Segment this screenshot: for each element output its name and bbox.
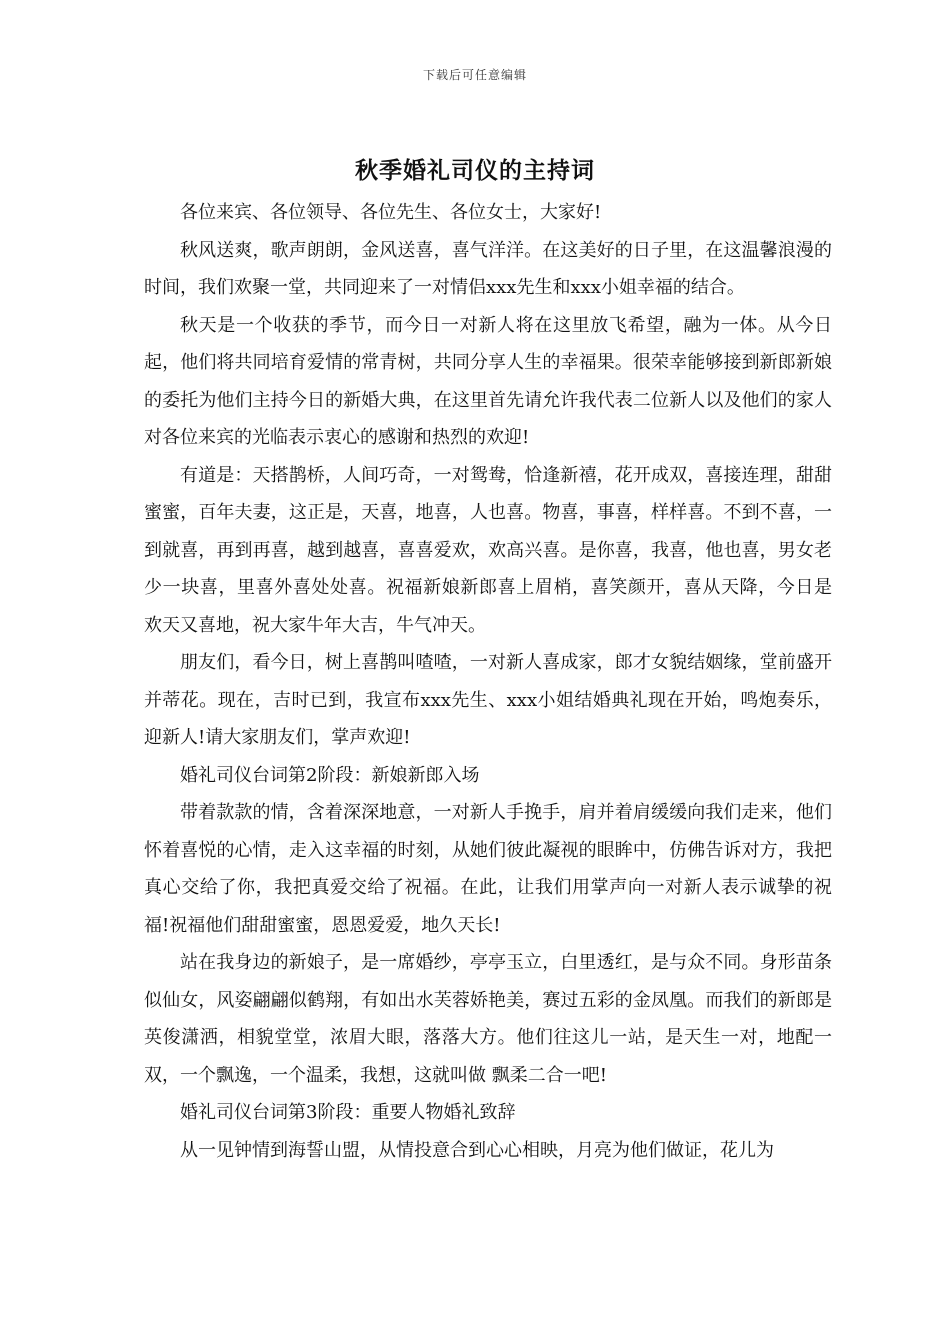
paragraph: 站在我身边的新娘子，是一席婚纱，亭亭玉立，白里透红，是与众不同。身形苗条似仙女，风姿翩翩似鹤翔，有如出水芙蓉娇艳美，赛过五彩的金凤凰。而我们的新郎是英俊潇洒，相貌堂堂，浓眉大眼，落落大方。他们往这儿一站，是天生一对，地配一双，一个飘逸，一个温柔，我想，这就叫做 飘柔二合一吧! bbox=[144, 952, 832, 1086]
paragraph: 秋天是一个收获的季节，而今日一对新人将在这里放飞希望，融为一体。从今日起，他们将共同培育爱情的常青树，共同分享人生的幸福果。很荣幸能够接到新郎新娘的委托为他们主持今日的新婚大典，在这里首先请允许我代表二位新人以及他们的家人对各位来宾的光临表示衷心的感谢和热烈的欢迎! bbox=[144, 314, 832, 448]
document-title: 秋季婚礼司仪的主持词 bbox=[355, 157, 595, 184]
paragraph: 秋风送爽，歌声朗朗，金风送喜，喜气洋洋。在这美好的日子里，在这温馨浪漫的时间，我们欢聚一堂，共同迎来了一对情侣xxx先生和xxx小姐幸福的结合。 bbox=[144, 239, 832, 298]
header-note: 下载后可任意编辑 bbox=[422, 68, 527, 82]
paragraph: 有道是：天搭鹊桥，人间巧奇，一对鸳鸯，恰逢新禧，花开成双，喜接连理，甜甜蜜蜜，百年夫妻，这正是，天喜，地喜，人也喜。物喜，事喜，样样喜。不到不喜，一到就喜，再到再喜，越到越喜，喜喜爱欢，欢高兴喜。是你喜，我喜，他也喜，男女老少一块喜，里喜外喜处处喜。祝福新娘新郎喜上眉梢，喜笑颜开，喜从天降，今日是 欢天又喜地，祝大家牛年大吉，牛气冲天。 bbox=[144, 464, 832, 636]
document-body bbox=[144, 194, 832, 1169]
paragraph-greeting: 各位来宾、各位领导、各位先生、各位女士，大家好! bbox=[180, 202, 602, 223]
paragraph: 朋友们，看今日，树上喜鹊叫喳喳，一对新人喜成家，郎才女貌结姻缘，堂前盛开并蒂花。现在，吉时已到，我宣布xxx先生、xxx小姐结婚典礼现在开始，鸣炮奏乐，迎新人!请大家朋友们，掌声欢迎! bbox=[144, 652, 832, 748]
paragraph: 带着款款的情，含着深深地意，一对新人手挽手，肩并着肩缓缓向我们走来，他们怀着喜悦的心情，走入这幸福的时刻，从她们彼此凝视的眼眸中，仿佛告诉对方，我把真心交给了你，我把真爱交给了祝福。在此，让我们用掌声向一对新人表示诚挚的祝福!祝福他们甜甜蜜蜜，恩恩爱爱，地久天长! bbox=[144, 802, 832, 936]
section-heading: 婚礼司仪台词第2阶段：新娘新郎入场 bbox=[180, 764, 480, 786]
section-heading: 婚礼司仪台词第3阶段：重要人物婚礼致辞 bbox=[180, 1102, 516, 1123]
paragraph: 从一见钟情到海誓山盟，从情投意合到心心相映，月亮为他们做证，花儿为 bbox=[180, 1139, 774, 1161]
